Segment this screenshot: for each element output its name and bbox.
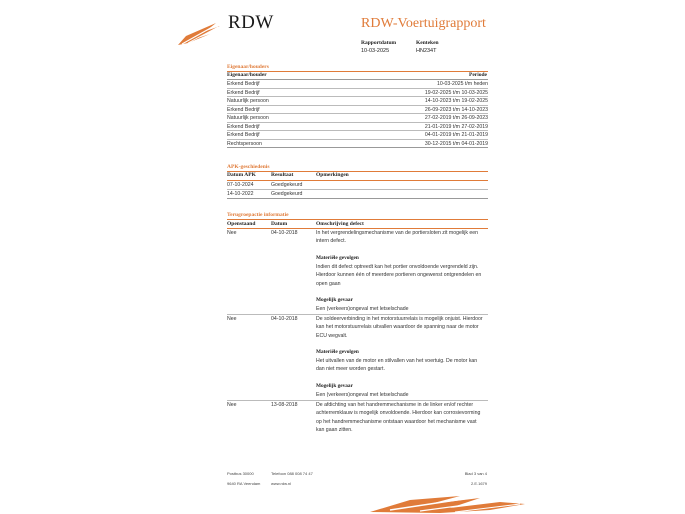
table-row: [227, 97, 488, 106]
period-cell: 21-01-2019 t/m 27-02-2019: [424, 123, 488, 130]
footer-phone: Telefoon 088 008 74 47: [271, 471, 313, 476]
recall-danger-label: Mogelijk gevaar: [316, 383, 353, 389]
row-divider: [227, 198, 488, 199]
recall-date-cell: 04-10-2018: [271, 316, 298, 322]
recall-danger-text: Een (verkeers)ongeval met letselschade: [316, 392, 409, 398]
recall-material-label: Materiële gevolgen: [316, 255, 359, 261]
owners-section-title: Eigenaar/houders: [227, 64, 269, 70]
footer-city: 9640 RA Veendam: [227, 481, 261, 486]
period-cell: 14-10-2023 t/m 19-02-2025: [424, 98, 488, 104]
owners-col-period: Periode: [468, 72, 487, 78]
table-row: [227, 106, 488, 115]
apk-result-cell: Goedgekeurd: [271, 191, 303, 197]
footer-postbus: Postbus 30000: [227, 471, 254, 476]
recall-material-text: Indien dit defect optreedt kan het portier onvoldoende vergrendeld zijn. Hierdoor kunnen één of meerdere portieren ongewenst ontgrendelen en open gaan: [316, 264, 482, 287]
recall-open-cell: Nee: [227, 230, 237, 236]
period-cell: 30-12-2015 t/m 04-01-2019: [424, 140, 488, 147]
apk-section-title: APK-geschiedenis: [227, 164, 270, 170]
footer-swoosh-icon: [370, 494, 525, 514]
period-cell: 27-02-2019 t/m 26-09-2023: [424, 115, 488, 121]
recall-col-date: Datum: [271, 221, 288, 227]
owner-cell: Natuurlijk persoon: [227, 115, 269, 121]
apk-date-cell: 14-10-2022: [227, 191, 254, 197]
apk-result-cell: Goedgekeurd: [271, 182, 303, 188]
period-cell: 10-03-2025 t/m heden: [436, 81, 488, 87]
recall-danger-label: Mogelijk gevaar: [316, 297, 353, 303]
apk-col-remarks: Opmerkingen: [316, 172, 349, 178]
owner-cell: Erkend Bedrijf: [227, 89, 260, 96]
owner-cell: Erkend Bedrijf: [227, 123, 260, 130]
table-row: [227, 89, 488, 98]
footer-web[interactable]: www.rdw.nl: [271, 481, 292, 486]
period-cell: 26-09-2023 t/m 14-10-2023: [424, 106, 488, 113]
row-divider: [227, 189, 488, 190]
apk-header-rule: [227, 180, 488, 181]
owners-col-owner: Eigenaar/houder: [227, 72, 267, 78]
recall-desc: De soldeerverbinding in het motorstuurrelais is mogelijk onjuist. Hierdoor kan het motorstuurrelais uitvallen waardoor de spanning naar de motor ECU wegvalt.: [316, 316, 483, 339]
period-cell: 19-02-2025 t/m 10-03-2025: [424, 89, 488, 96]
owner-cell: Erkend Bedrijf: [227, 81, 260, 87]
rapportdatum-label: Rapportdatum: [361, 40, 397, 46]
table-row: [227, 131, 488, 140]
report-title: RDW-Voertuigrapport: [361, 16, 486, 31]
table-row: [227, 140, 488, 149]
period-cell: 04-01-2019 t/m 21-01-2019: [424, 132, 488, 138]
recall-title-rule: [227, 219, 488, 220]
recall-danger-text: Een (verkeers)ongeval met letselschade: [316, 306, 409, 312]
owner-cell: Erkend Bedrijf: [227, 132, 260, 138]
owner-cell: Erkend Bedrijf: [227, 106, 260, 113]
recall-desc: De afdichting van het handremmechanisme in de linker en/of rechter achterremklauw is mogelijk onvoldoende. Hierdoor kan corrosievorming op het handremmechanisme ontstaan waardoor het mechanisme vast kan gaan zitten.: [316, 402, 481, 434]
apk-col-date: Datum APK: [227, 172, 256, 178]
recall-date-cell: 13-08-2018: [271, 402, 298, 408]
rapportdatum-value: 10-03-2025: [361, 48, 390, 54]
apk-col-result: Resultaat: [271, 172, 294, 178]
recall-material-text: Het uitvallen van de motor en stilvallen van het voertuig. De motor kan dan niet meer worden gestart.: [316, 358, 478, 373]
kenteken-label: Kenteken: [416, 40, 439, 46]
owner-cell: Rechtspersoon: [227, 140, 262, 147]
rdw-logo-icon: [176, 22, 222, 46]
table-row: [227, 114, 488, 123]
apk-date-cell: 07-10-2024: [227, 182, 254, 188]
footer-code: 2.E.1679: [470, 481, 487, 486]
recall-date-cell: 04-10-2018: [271, 230, 298, 236]
recall-desc: In het vergrendelingsmechanisme van de portiersloten zit mogelijk een intern defect.: [316, 230, 479, 245]
logo-text: RDW: [228, 12, 274, 33]
recall-material-label: Materiële gevolgen: [316, 349, 359, 355]
table-row: [227, 123, 488, 132]
owners-table: [227, 80, 488, 148]
owner-cell: Natuurlijk persoon: [227, 98, 269, 104]
table-row: [227, 80, 488, 89]
recall-open-cell: Nee: [227, 316, 237, 322]
recall-col-desc: Omschrijving defect: [316, 221, 364, 227]
recall-col-open: Openstaand: [227, 221, 256, 227]
recall-open-cell: Nee: [227, 402, 237, 408]
footer-page: Blad 3 van 4: [464, 471, 487, 476]
row-divider: [227, 147, 488, 148]
recall-section-title: Terugroepactie informatie: [227, 212, 289, 218]
kenteken-value: HN234T: [416, 48, 437, 54]
apk-title-rule: [227, 171, 488, 172]
